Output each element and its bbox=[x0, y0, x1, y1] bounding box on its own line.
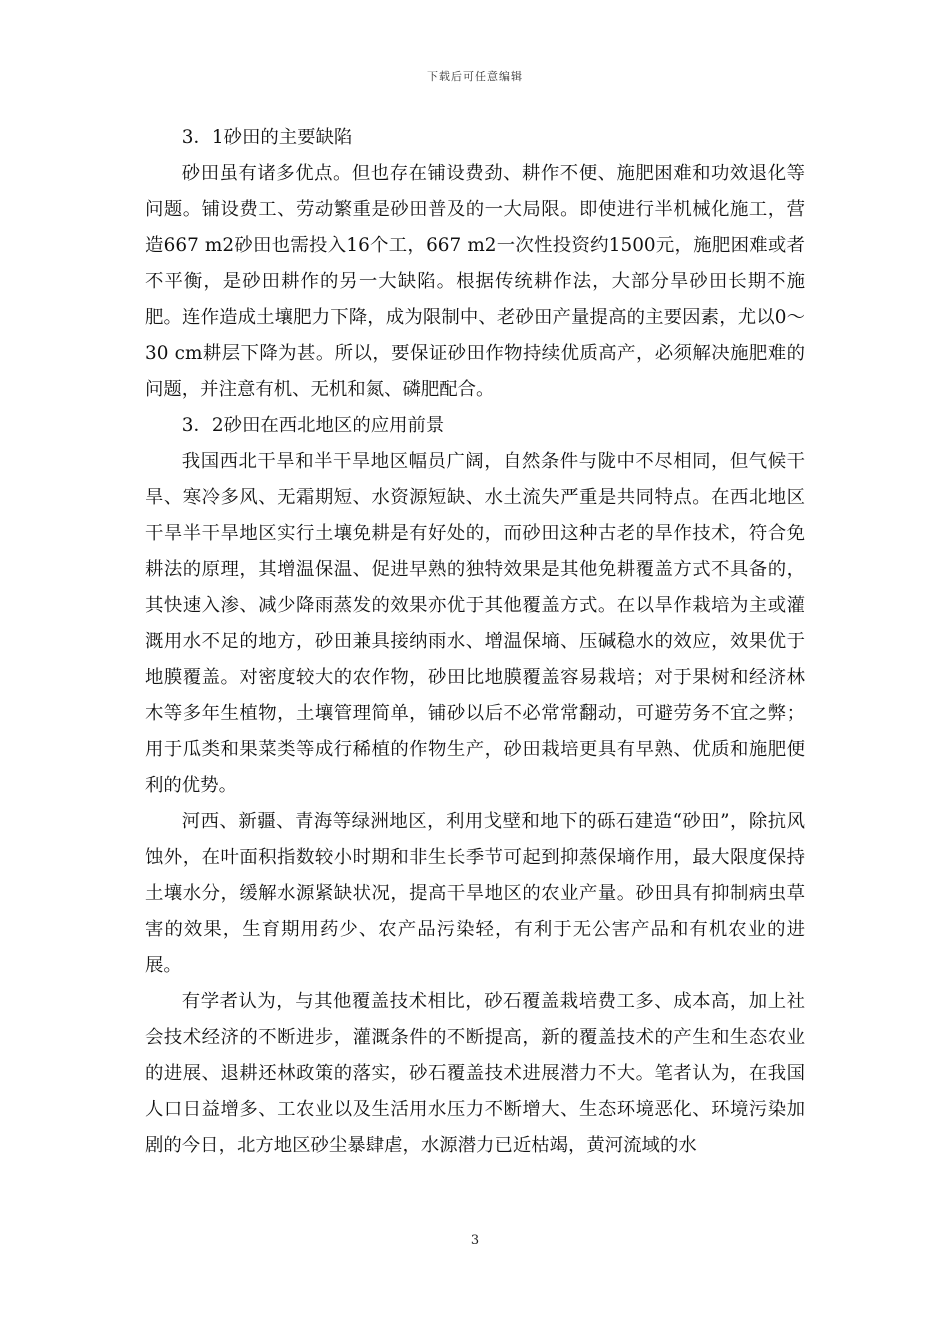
page-number: 3 bbox=[470, 1233, 480, 1248]
paragraph-prospects-northwest: 我国西北干旱和半干旱地区幅员广阔，自然条件与陇中不尽相同，但气候干旱、寒冷多风、无霜期短、水资源短缺、水土流失严重是共同特点。在西北地区干旱半干旱地区实行土壤免耕是有好处的，而砂田这种古老的旱作技术，符合免耕法的原理，其增温保温、促进早熟的独特效果是其他免耕覆盖方式不具备的，其快速入渗、减少降雨蒸发的效果亦优于其他覆盖方式。在以旱作栽培为主或灌溉用水不足的地方，砂田兼具接纳雨水、增温保墒、压碱稳水的效应，效果优于地膜覆盖。对密度较大的农作物，砂田比地膜覆盖容易栽培；对于果树和经济林木等多年生植物，土壤管理简单，铺砂以后不必常常翻动，可避劳务不宜之弊；用于瓜类和果菜类等成行稀植的作物生产，砂田栽培更具有早熟、优质和施肥便利的优势。 bbox=[145, 451, 805, 796]
paragraph-prospects-oasis: 河西、新疆、青海等绿洲地区，利用戈壁和地下的砾石建造“砂田”，除抗风蚀外，在叶面积指数较小时期和非生长季节可起到抑蒸保墒作用，最大限度保持土壤水分，缓解水源紧缺状况，提高干旱地区的农业产量。砂田具有抑制病虫草害的效果，生育期用药少、农产品污染轻，有利于无公害产品和有机农业的进展。 bbox=[145, 811, 805, 976]
paragraph-prospects-opinion: 有学者认为，与其他覆盖技术相比，砂石覆盖栽培费工多、成本高，加上社会技术经济的不断进步，灌溉条件的不断提高，新的覆盖技术的产生和生态农业的进展、退耕还林政策的落实，砂石覆盖技术进展潜力不大。笔者认为，在我国人口日益增多、工农业以及生活用水压力不断增大、生态环境恶化、环境污染加剧的今日，北方地区砂尘暴肆虐，水源潜力已近枯竭，黄河流域的水 bbox=[145, 991, 805, 1156]
section-heading-3-2: 3．2砂田在西北地区的应用前景 bbox=[181, 415, 445, 436]
page-header-note: 下载后可任意编辑 bbox=[427, 70, 523, 83]
section-heading-3-1: 3．1砂田的主要缺陷 bbox=[181, 127, 353, 148]
document-body bbox=[145, 120, 805, 1164]
paragraph-defects: 砂田虽有诸多优点。但也存在铺设费劲、耕作不便、施肥困难和功效退化等问题。铺设费工、劳动繁重是砂田普及的一大局限。即使进行半机械化施工，营造667 m2砂田也需投入16个工，667 m2一次性投资约1500元，施肥困难或者不平衡，是砂田耕作的另一大缺陷。根据传统耕作法，大部分旱砂田长期不施肥。连作造成土壤肥力下降，成为限制中、老砂田产量提高的主要因素，尤以0～30 cm耕层下降为甚。所以，要保证砂田作物持续优质高产，必须解决施肥难的问题，并注意有机、无机和氮、磷肥配合。 bbox=[145, 163, 805, 400]
